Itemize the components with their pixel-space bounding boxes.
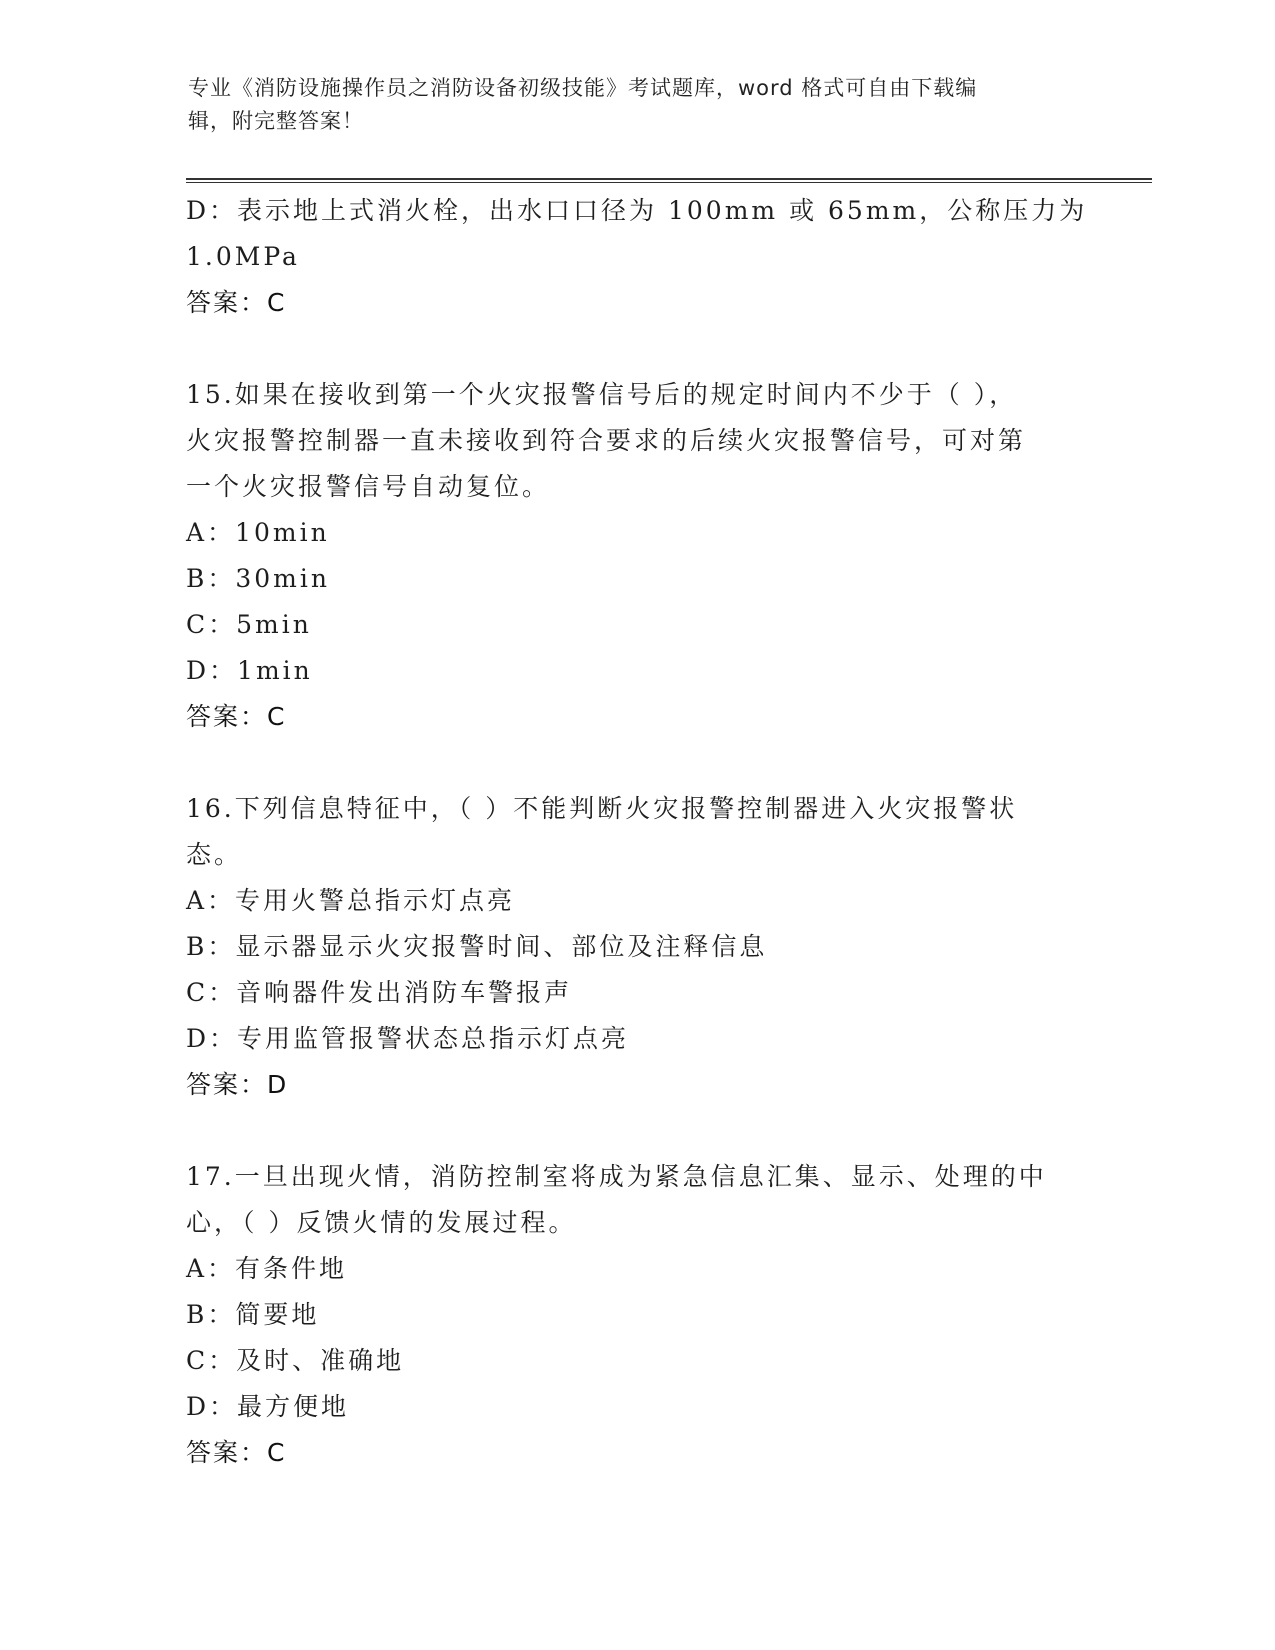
question-text-line-1: 15.如果在接收到第一个火灾报警信号后的规定时间内不少于（ ）， (186, 380, 1018, 409)
option-d: D：1min (186, 656, 313, 685)
option-b: B：30min (186, 564, 330, 593)
question-content (186, 188, 1086, 1476)
header-line-2: 辑，附完整答案！ (188, 109, 364, 133)
option-d: D：最方便地 (186, 1392, 350, 1421)
option-c: C：及时、准确地 (186, 1346, 405, 1375)
question-16 (186, 786, 1086, 1108)
option-b: B：显示器显示火灾报警时间、部位及注释信息 (186, 932, 768, 961)
question-17 (186, 1154, 1086, 1476)
option-c: C：音响器件发出消防车警报声 (186, 978, 573, 1007)
question-text-line-3: 一个火灾报警信号自动复位。 (186, 472, 551, 501)
question-text-line-1: 17.一旦出现火情，消防控制室将成为紧急信息汇集、显示、处理的中 (186, 1162, 1047, 1191)
question-text-line-1: 16.下列信息特征中，（ ）不能判断火灾报警控制器进入火灾报警状 (186, 794, 1018, 823)
option-a: A：有条件地 (186, 1254, 348, 1283)
spacer (186, 326, 1086, 372)
question-14-continued (186, 188, 1086, 326)
answer-line: 答案：C (186, 702, 287, 731)
option-b: B：简要地 (186, 1300, 320, 1329)
option-c: C：5min (186, 610, 312, 639)
question-text-line-2: 心，（ ）反馈火情的发展过程。 (186, 1208, 577, 1237)
option-a: A：专用火警总指示灯点亮 (186, 886, 516, 915)
answer-line: 答案：C (186, 1438, 287, 1467)
option-d-line-2: 1.0MPa (186, 242, 300, 271)
spacer (186, 740, 1086, 786)
header-divider-thick (186, 178, 1152, 180)
header-divider-thin (186, 182, 1152, 183)
document-header (188, 72, 1068, 138)
answer-line: 答案：C (186, 288, 287, 317)
question-text-line-2: 火灾报警控制器一直未接收到符合要求的后续火灾报警信号，可对第 (186, 426, 1027, 455)
question-text-line-2: 态。 (186, 840, 243, 869)
option-d: D：专用监管报警状态总指示灯点亮 (186, 1024, 630, 1053)
spacer (186, 1108, 1086, 1154)
option-a: A：10min (186, 518, 330, 547)
option-d-line-1: D：表示地上式消火栓，出水口口径为 100mm 或 65mm，公称压力为 (186, 196, 1088, 225)
question-15 (186, 372, 1086, 740)
answer-line: 答案：D (186, 1070, 289, 1099)
header-line-1: 专业《消防设施操作员之消防设备初级技能》考试题库，word 格式可自由下载编 (188, 76, 978, 100)
